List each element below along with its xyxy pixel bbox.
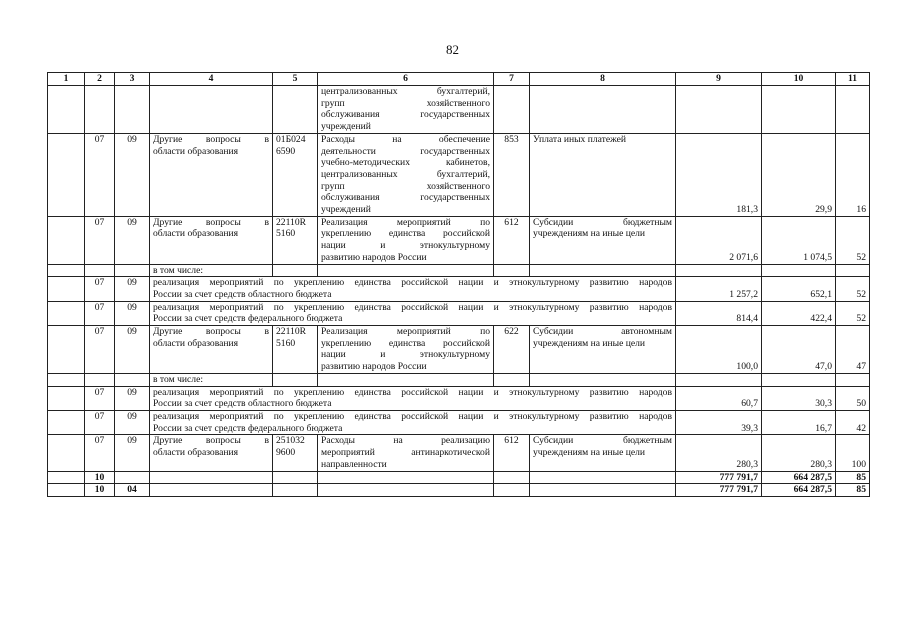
subsection-code: 09 (115, 410, 150, 434)
expense-type-code: 853 (494, 133, 530, 216)
header-cell: 1 (48, 73, 85, 86)
table-row (48, 264, 870, 277)
section-code: 07 (85, 410, 115, 434)
amount-executed: 16,7 (762, 410, 836, 434)
percent-executed: 16 (836, 133, 870, 216)
target-code: 01Б024 6590 (273, 133, 318, 216)
header-cell: 7 (494, 73, 530, 86)
description-cell: централизованных бухгалтерий, групп хозяйственного обслуживания государственных учреждений (318, 86, 494, 134)
header-cell: 9 (676, 73, 762, 86)
header-cell: 2 (85, 73, 115, 86)
amount-planned: 777 791,7 (676, 484, 762, 497)
section-name: Другие вопросы в области образования (150, 326, 273, 374)
section-name: Другие вопросы в области образования (150, 133, 273, 216)
section-code: 10 (85, 471, 115, 484)
expense-type-name: Уплата иных платежей (530, 133, 676, 216)
table-row (48, 301, 870, 325)
expense-type-code: 622 (494, 326, 530, 374)
table-row (48, 216, 870, 264)
table-row (48, 386, 870, 410)
amount-executed: 280,3 (762, 435, 836, 471)
merged-description: реализация мероприятий по укреплению единства российской нации и этнокультурному развитию народов России за счет средств федерального бюджета (150, 410, 676, 434)
section-code: 07 (85, 277, 115, 301)
including-label: в том числе: (150, 264, 273, 277)
amount-planned: 2 071,6 (676, 216, 762, 264)
expense-type-code: 612 (494, 435, 530, 471)
amount-executed: 664 287,5 (762, 484, 836, 497)
amount-executed: 47,0 (762, 326, 836, 374)
amount-executed: 29,9 (762, 133, 836, 216)
merged-description: реализация мероприятий по укреплению единства российской нации и этнокультурному развитию народов России за счет средств областного бюджета (150, 277, 676, 301)
percent-executed: 85 (836, 484, 870, 497)
amount-planned: 280,3 (676, 435, 762, 471)
amount-planned: 181,3 (676, 133, 762, 216)
including-label: в том числе: (150, 373, 273, 386)
subsection-code: 04 (115, 484, 150, 497)
section-code: 07 (85, 133, 115, 216)
section-code: 07 (85, 435, 115, 471)
amount-executed: 422,4 (762, 301, 836, 325)
amount-planned: 60,7 (676, 386, 762, 410)
table-row (48, 435, 870, 471)
table-row (48, 277, 870, 301)
subsection-code: 09 (115, 277, 150, 301)
expense-type-code: 612 (494, 216, 530, 264)
header-row (48, 73, 870, 86)
description-cell: Расходы на реализацию мероприятий антинаркотической направленности (318, 435, 494, 471)
percent-executed: 52 (836, 301, 870, 325)
subsection-code: 09 (115, 133, 150, 216)
amount-planned: 100,0 (676, 326, 762, 374)
budget-table (47, 72, 870, 497)
percent-executed: 85 (836, 471, 870, 484)
target-code: 22110R 5160 (273, 326, 318, 374)
subsection-code: 09 (115, 216, 150, 264)
merged-description: реализация мероприятий по укреплению единства российской нации и этнокультурному развитию народов России за счет средств областного бюджета (150, 386, 676, 410)
table-row (48, 410, 870, 434)
subsection-code: 09 (115, 301, 150, 325)
section-code: 07 (85, 216, 115, 264)
amount-planned: 777 791,7 (676, 471, 762, 484)
amount-executed: 664 287,5 (762, 471, 836, 484)
amount-planned: 1 257,2 (676, 277, 762, 301)
header-cell: 5 (273, 73, 318, 86)
target-code: 22110R 5160 (273, 216, 318, 264)
table-row (48, 326, 870, 374)
section-code: 07 (85, 301, 115, 325)
header-cell: 11 (836, 73, 870, 86)
table-row (48, 86, 870, 134)
description-cell: Реализация мероприятий по укреплению единства российской нации и этнокультурному развитию народов России (318, 216, 494, 264)
expense-type-name: Субсидии бюджетным учреждениям на иные цели (530, 435, 676, 471)
amount-planned: 39,3 (676, 410, 762, 434)
amount-planned: 814,4 (676, 301, 762, 325)
table-row (48, 373, 870, 386)
table-row (48, 133, 870, 216)
header-cell: 6 (318, 73, 494, 86)
page-number: 82 (446, 42, 459, 57)
subsection-code: 09 (115, 386, 150, 410)
target-code: 251032 9600 (273, 435, 318, 471)
percent-executed: 47 (836, 326, 870, 374)
description-cell: Расходы на обеспечение деятельности государственных учебно-методических кабинетов, централизованных бухгалтерий, групп хозяйственного обслуживания государственных учреждений (318, 133, 494, 216)
header-cell: 4 (150, 73, 273, 86)
section-code: 07 (85, 386, 115, 410)
percent-executed: 52 (836, 277, 870, 301)
total-row (48, 471, 870, 484)
section-name: Другие вопросы в области образования (150, 435, 273, 471)
section-name: Другие вопросы в области образования (150, 216, 273, 264)
expense-type-name: Субсидии автономным учреждениям на иные цели (530, 326, 676, 374)
header-cell: 8 (530, 73, 676, 86)
percent-executed: 100 (836, 435, 870, 471)
amount-executed: 652,1 (762, 277, 836, 301)
amount-executed: 30,3 (762, 386, 836, 410)
percent-executed: 52 (836, 216, 870, 264)
total-row (48, 484, 870, 497)
section-code: 10 (85, 484, 115, 497)
merged-description: реализация мероприятий по укреплению единства российской нации и этнокультурному развитию народов России за счет средств федерального бюджета (150, 301, 676, 325)
expense-type-name: Субсидии бюджетным учреждениям на иные цели (530, 216, 676, 264)
percent-executed: 42 (836, 410, 870, 434)
description-cell: Реализация мероприятий по укреплению единства российской нации и этнокультурному развитию народов России (318, 326, 494, 374)
percent-executed: 50 (836, 386, 870, 410)
header-cell: 10 (762, 73, 836, 86)
subsection-code: 09 (115, 326, 150, 374)
subsection-code: 09 (115, 435, 150, 471)
amount-executed: 1 074,5 (762, 216, 836, 264)
section-code: 07 (85, 326, 115, 374)
header-cell: 3 (115, 73, 150, 86)
